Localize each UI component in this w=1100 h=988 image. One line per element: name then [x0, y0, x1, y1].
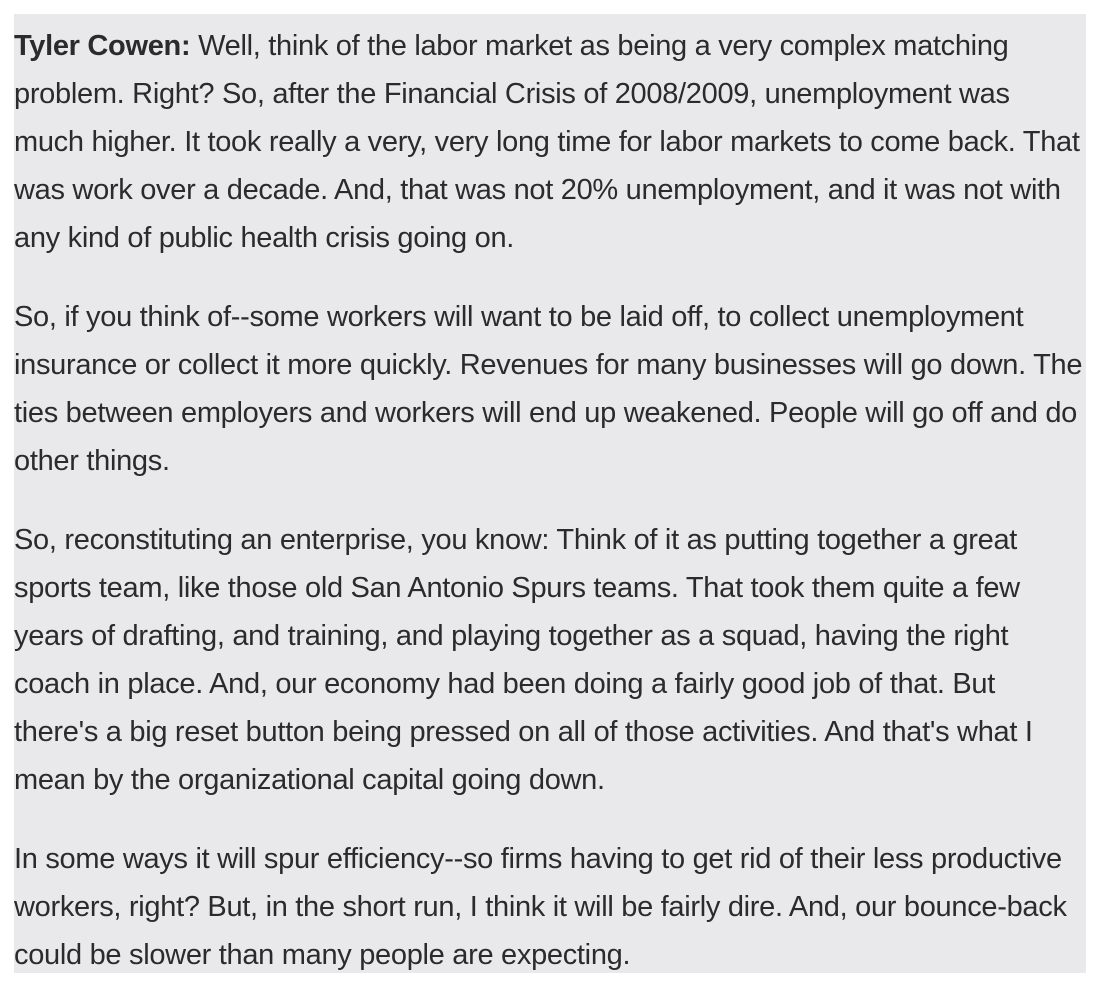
transcript-paragraph-4	[14, 835, 1086, 979]
speaker-name: Tyler Cowen:	[14, 30, 191, 62]
paragraph-text-3: So, reconstituting an enterprise, you know: Think of it as putting together a great sports team, like those old San Antonio Spurs teams. That took them quite a few years of drafting, and training, and playing together as a squad, having the right coach in place. And, our economy had been doing a fairly good job of that. But there's a big reset button being pressed on all of those activities. And that's what I mean by the organizational capital going down.	[14, 524, 1033, 796]
transcript-block	[14, 14, 1086, 973]
paragraph-text-1: Well, think of the labor market as being a very complex matching problem. Right? So, after the Financial Crisis of 2008/2009, unemployment was much higher. It took really a very, very long time for labor markets to come back. That was work over a decade. And, that was not 20% unemployment, and it was not with any kind of public health crisis going on.	[14, 30, 1080, 254]
paragraph-text-4: In some ways it will spur efficiency--so firms having to get rid of their less productive workers, right? But, in the short run, I think it will be fairly dire. And, our bounce-back could be slower than many people are expecting.	[14, 843, 1067, 971]
paragraph-text-2: So, if you think of--some workers will want to be laid off, to collect unemployment insurance or collect it more quickly. Revenues for many businesses will go down. The ties between employers and workers will end up weakened. People will go off and do other things.	[14, 301, 1083, 477]
transcript-paragraph-3	[14, 516, 1086, 804]
transcript-paragraph-2	[14, 293, 1086, 485]
transcript-paragraph-1	[14, 22, 1086, 262]
